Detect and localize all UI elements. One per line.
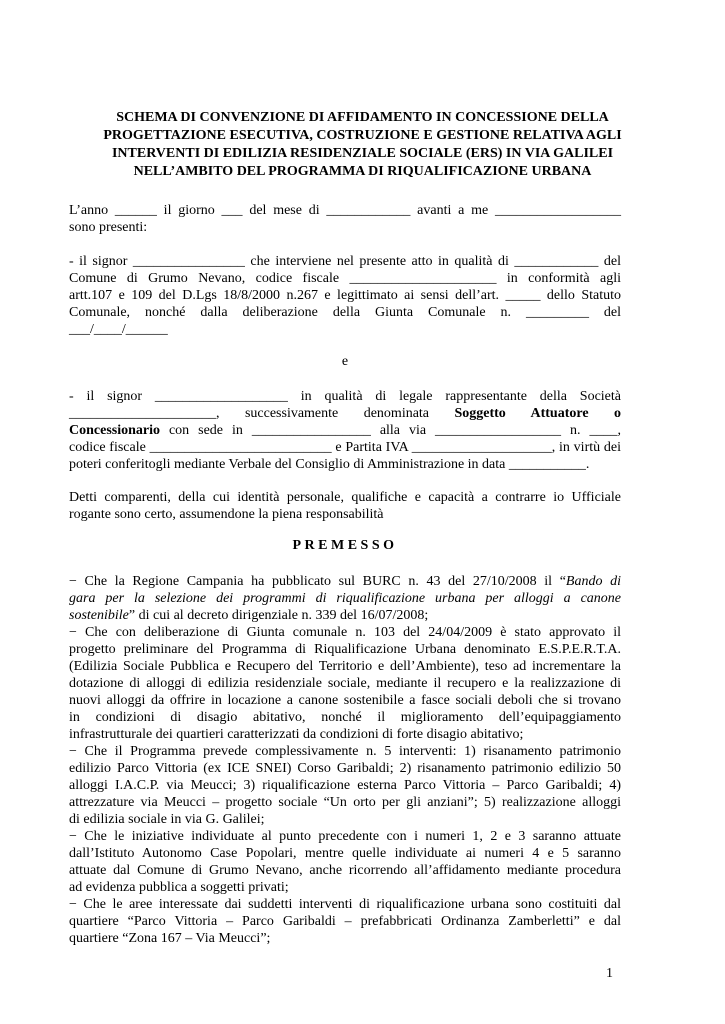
text-line: edilizio Parco Vittoria (ex ICE SNEI) Corso Garibaldi; 2) risanamento patrimonio edilizio 50 (69, 761, 621, 776)
text-line: - il signor ________________ che interviene nel presente atto in qualità di ____________ del (69, 254, 621, 269)
conjunction-e: e (341, 354, 349, 369)
text-line: progetto preliminare del Programma di Riqualificazione Urbana denominato E.S.P.E.R.T.A. (69, 642, 621, 657)
text-line: Comune di Grumo Nevano, codice fiscale _____________________ in conformità agli (69, 271, 621, 286)
text-line: ___/____/______ (69, 322, 168, 337)
document-title (60, 109, 665, 181)
text-line: quartiere “Parco Vittoria – Parco Garibaldi – prefabbricati Ordinanza Zamberletti” e dal (69, 914, 621, 929)
italic-span: sostenibile (69, 608, 129, 623)
text-span: ” di cui al decreto dirigenziale n. 339 del 16/07/2008; (128, 608, 429, 623)
text-line: in condizioni di disagio abitativo, nonché il miglioramento dell’equipaggiamento (69, 710, 621, 725)
text-line: quartiere “Zona 167 – Via Meucci”; (69, 931, 271, 946)
party-two-paragraph (69, 388, 621, 473)
concessionario-label: Concessionario (69, 423, 160, 438)
italic-span: gara per la selezione dei programmi di riqualificazione urbana per alloggi a canone (69, 591, 621, 606)
text-line: dotazione di alloggi di edilizia residenziale sociale, mediante il recupero e la realizzazione di (69, 676, 621, 691)
text-line (69, 573, 621, 590)
text-line: - il signor ___________________ in qualità di legale rappresentante della Società (69, 389, 621, 404)
comparenti-paragraph (69, 489, 621, 523)
text-span: − Che la Regione Campania ha pubblicato sul BURC n. 43 del 27/10/2008 il “ (69, 574, 566, 589)
text-line: (Edilizia Sociale Pubblica e Recupero del Territorio e dell’Ambiente), teso ad incrementare la (69, 659, 621, 674)
premesso-list (69, 573, 621, 947)
text-line: − Che il Programma prevede complessivamente n. 5 interventi: 1) risanamento patrimonio (69, 744, 621, 759)
soggetto-attuatore-label: Soggetto Attuatore o (454, 406, 622, 421)
text-line: − Che con deliberazione di Giunta comunale n. 103 del 24/04/2009 è stato approvato il (69, 625, 621, 640)
text-line: poteri conferitogli mediante Verbale del Consiglio di Amministrazione in data ___________. (69, 457, 590, 472)
text-line (69, 422, 621, 439)
intro-paragraph (69, 202, 621, 236)
text-line: Detti comparenti, della cui identità personale, qualifiche e capacità a contrarre io Ufficiale (69, 490, 621, 505)
text-span: con sede in _________________ alla via __________________ n. ____, (160, 423, 621, 438)
text-line: attuate dal Comune di Grumo Nevano, anche ricorrendo all’affidamento mediante procedura (69, 863, 621, 878)
text-line: − Che le iniziative individuate al punto precedente con i numeri 1, 2 e 3 saranno attuate (69, 829, 621, 844)
text-line: nuovi alloggi da offrire in locazione a canone sostenibile a fasce sociali deboli che si trovano (69, 693, 621, 708)
text-line: − Che le aree interessate dai suddetti interventi di riqualificazione urbana sono costituiti dal (69, 897, 621, 912)
title-line: INTERVENTI DI EDILIZIA RESIDENZIALE SOCIALE (ERS) IN VIA GALILEI (111, 146, 614, 161)
text-line (69, 607, 621, 624)
page-number: 1 (606, 966, 613, 981)
text-line: Comunale, nonché dalla deliberazione della Giunta Comunale n. _________ del (69, 305, 621, 320)
text-line: alloggi I.A.C.P. via Meucci; 3) riqualificazione esterna Parco Vittoria – Parco Garibaldi; 4) (69, 778, 621, 793)
text-line (69, 405, 621, 422)
text-line (69, 590, 621, 607)
italic-span: Bando di (565, 574, 621, 589)
text-line: attrezzature via Meucci – progetto sociale “Un orto per gli anziani”; 5) realizzazione alloggi (69, 795, 621, 810)
text-line: ad evidenza pubblica a soggetti privati; (69, 880, 289, 895)
party-one-paragraph (69, 253, 621, 338)
premesso-heading: PREMESSO (292, 538, 398, 553)
text-line: dall’Istituto Autonomo Case Popolari, mentre quelle individuate ai numeri 4 e 5 saranno (69, 846, 621, 861)
title-line: SCHEMA DI CONVENZIONE DI AFFIDAMENTO IN CONCESSIONE DELLA (116, 110, 609, 125)
text-line: rogante sono certo, assumendone la piena responsabilità (69, 507, 384, 522)
text-span: _____________________, successivamente denominata (69, 406, 455, 421)
text-line: di edilizia sociale in via G. Galilei; (69, 812, 265, 827)
title-line: NELL’AMBITO DEL PROGRAMMA DI RIQUALIFICAZIONE URBANA (133, 164, 592, 179)
text-line: sono presenti: (69, 220, 148, 235)
text-line: codice fiscale __________________________ e Partita IVA ____________________, in virtù dei (69, 440, 621, 455)
text-line: artt.107 e 109 del D.Lgs 18/8/2000 n.267 e legittimato ai sensi dell’art. _____ dello Statuto (69, 288, 621, 303)
title-line: PROGETTAZIONE ESECUTIVA, COSTRUZIONE E GESTIONE RELATIVA AGLI (103, 128, 622, 143)
text-line: infrastrutturale dei quartieri caratterizzati da condizioni di forte disagio abitativo; (69, 727, 524, 742)
text-line: L’anno ______ il giorno ___ del mese di ____________ avanti a me __________________ (69, 203, 621, 218)
